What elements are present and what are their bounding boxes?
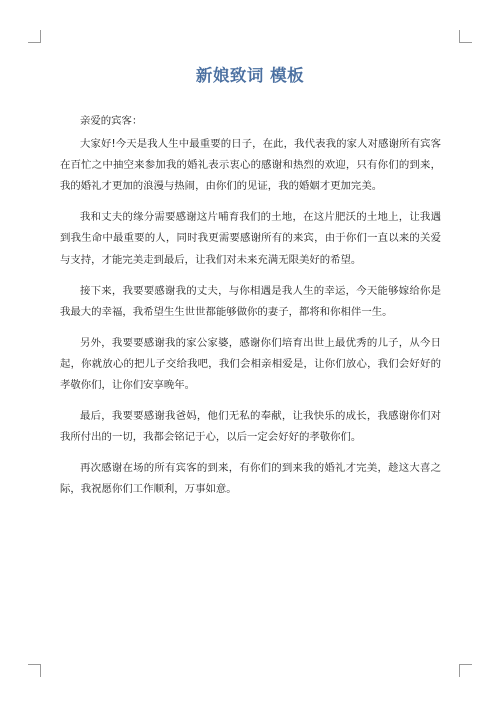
page-corner-mark-bottom-right [459, 664, 472, 677]
paragraph: 大家好!今天是我人生中最重要的日子，在此，我代表我的家人对感谢所有宾客在百忙之中抽空来参加我的婚礼表示衷心的感谢和热烈的欢迎，只有你们的到来，我的婚礼才更加的浪漫与热闹，由你们的见证，我的婚姻才更加完美。 [60, 138, 441, 193]
page-corner-mark-top-left [28, 30, 41, 43]
paragraph: 最后，我要要感谢我爸妈，他们无私的奉献，让我快乐的成长，我感谢你们对我所付出的一切，我都会铭记于心，以后一定会好好的孝敬你们。 [60, 410, 441, 444]
document-body [60, 111, 441, 511]
paragraph: 接下来，我要要感谢我的丈夫，与你相遇是我人生的幸运，今天能够嫁给你是我最大的幸福，我希望生生世世都能够做你的妻子，都将和你相伴一生。 [60, 284, 441, 318]
greeting-line: 亲爱的宾客： [80, 115, 143, 127]
document-title: 新娘致词 模板 [195, 66, 305, 85]
paragraph: 再次感谢在场的所有宾客的到来，有你们的到来我的婚礼才完美，趁这大喜之际，我祝愿你们工作顺利，万事如意。 [60, 462, 441, 496]
paragraph: 我和丈夫的缘分需要感谢这片哺育我们的土地，在这片肥沃的土地上，让我遇到我生命中最重要的人，同时我更需要感谢所有的来宾，由于你们一直以来的关爱与支持，才能完美走到最后，让我们对未来充满无限美好的希望。 [60, 211, 441, 266]
paragraph: 另外，我要要感谢我的家公家婆，感谢你们培育出世上最优秀的儿子，从今日起，你就放心的把儿子交给我吧，我们会相亲相爱是，让你们放心，我们会好好的孝敬你们，让你们安享晚年。 [60, 336, 441, 392]
page-corner-mark-bottom-left [28, 664, 41, 677]
page-corner-mark-top-right [459, 30, 472, 43]
